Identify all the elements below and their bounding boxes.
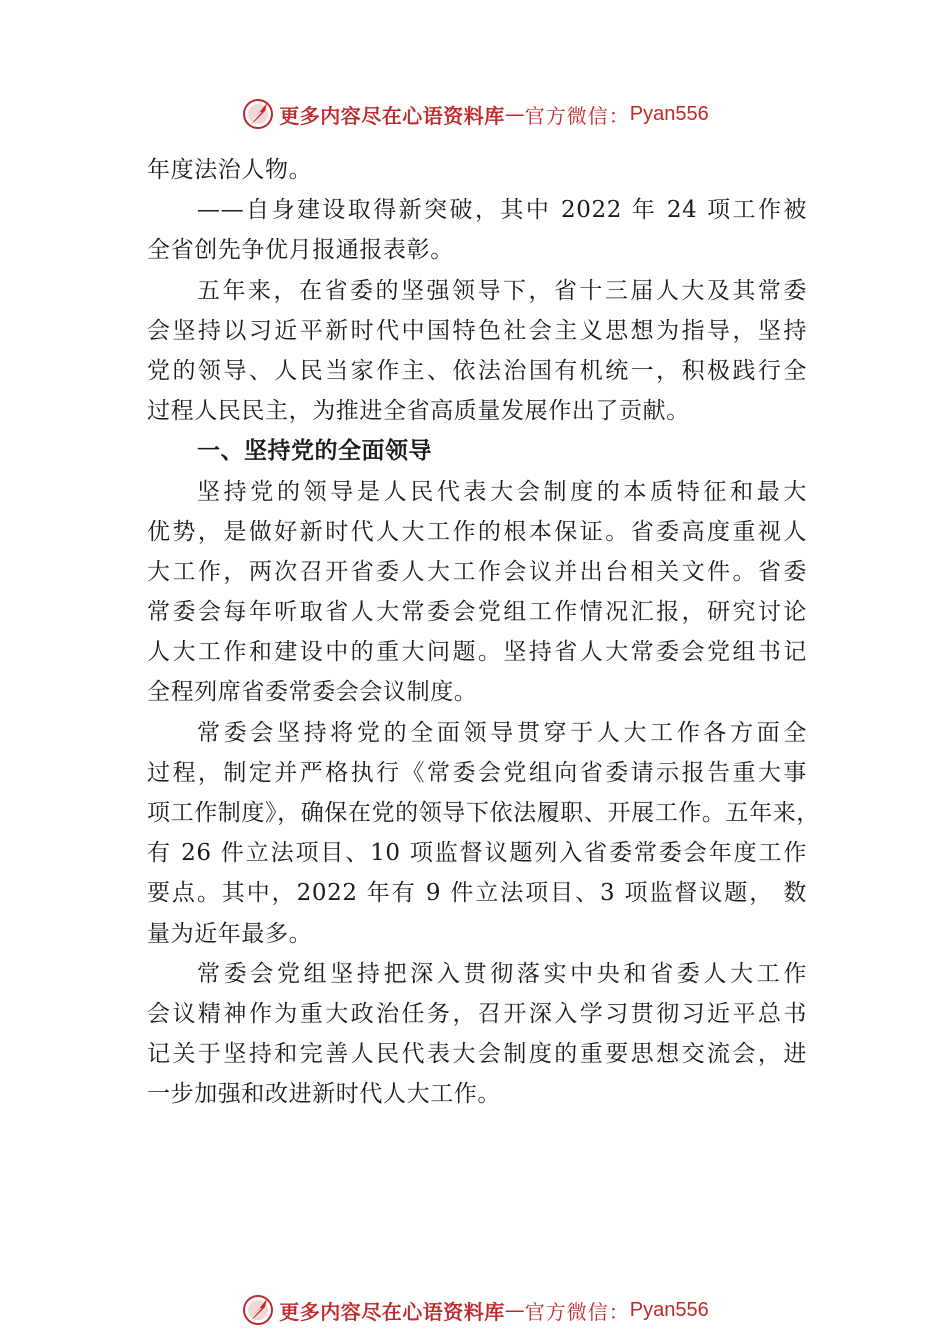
text-line: 大工作，两次召开省委人大工作会议并出台相关文件。省委 [147, 558, 807, 585]
text-line: 记关于坚持和完善人民代表大会制度的重要思想交流会，进 [147, 1041, 807, 1068]
paragraph [147, 954, 807, 1115]
text-line: 全省创先争优月报通报表彰。 [147, 237, 454, 264]
paragraph [147, 271, 807, 432]
text-line: 会议精神作为重大政治任务，召开深入学习贯彻习近平总书 [147, 1000, 807, 1027]
text-line: 全程列席省委常委会会议制度。 [147, 679, 478, 706]
paragraph [147, 150, 807, 190]
banner-dash: — [504, 1298, 525, 1322]
text-line: 常委会坚持将党的全面领导贯穿于人大工作各方面全 [197, 719, 807, 746]
banner-brand-text: 更多内容尽在心语资料库 [279, 103, 505, 128]
section-heading: 一、坚持党的全面领导 [197, 438, 432, 465]
text-line: 年度法治人物。 [147, 157, 313, 183]
text-line: 党的领导、人民当家作主、依法治国有机统一，积极践行全 [147, 357, 807, 384]
text-line: 项工作制度》，确保在党的领导下依法履职、开展工作。五年来， [147, 800, 820, 826]
banner-wechat-label: 官方微信： [524, 103, 630, 128]
text-line: 有 26 件立法项目、10 项监督议题列入省委常委会年度工作 [147, 840, 807, 867]
text-line: 优势，是做好新时代人大工作的根本保证。省委高度重视人 [147, 518, 807, 545]
text-line: 五年来，在省委的坚强领导下，省十三届人大及其常委 [197, 277, 807, 304]
paragraph [147, 713, 820, 954]
banner-wechat-id: Pyan556 [629, 102, 709, 125]
quill-seal-icon [241, 1293, 275, 1327]
paragraph [147, 190, 807, 270]
paragraph [147, 472, 807, 713]
text-line: 要点。其中，2022 年有 9 件立法项目、3 项监督议题， 数 [147, 880, 807, 907]
text-line: 过程，制定并严格执行《常委会党组向省委请示报告重大事 [147, 759, 807, 786]
banner-brand-text: 更多内容尽在心语资料库 [279, 1299, 505, 1324]
quill-seal-icon [241, 97, 275, 131]
text-line: 人大工作和建设中的重大问题。坚持省人大常委会党组书记 [147, 639, 807, 666]
text-line: 常委会党组坚持把深入贯彻落实中央和省委人大工作 [197, 960, 807, 987]
text-line: ——自身建设取得新突破，其中 2022 年 24 项工作被 [197, 197, 807, 224]
banner-wechat-id: Pyan556 [629, 1298, 709, 1321]
document-body [147, 150, 820, 1115]
header-watermark-banner [0, 94, 950, 134]
banner-wechat-label: 官方微信： [524, 1299, 630, 1324]
text-line: 过程人民民主，为推进全省高质量发展作出了贡献。 [147, 398, 690, 425]
banner-dash: — [504, 102, 525, 126]
text-line: 坚持党的领导是人民代表大会制度的本质特征和最大 [197, 478, 807, 505]
text-line: 一步加强和改进新时代人大工作。 [147, 1081, 501, 1108]
footer-watermark-banner [0, 1290, 950, 1330]
text-line: 会坚持以习近平新时代中国特色社会主义思想为指导，坚持 [147, 317, 807, 344]
text-line: 量为近年最多。 [147, 920, 313, 947]
text-line: 常委会每年听取省人大常委会党组工作情况汇报，研究讨论 [147, 599, 807, 626]
